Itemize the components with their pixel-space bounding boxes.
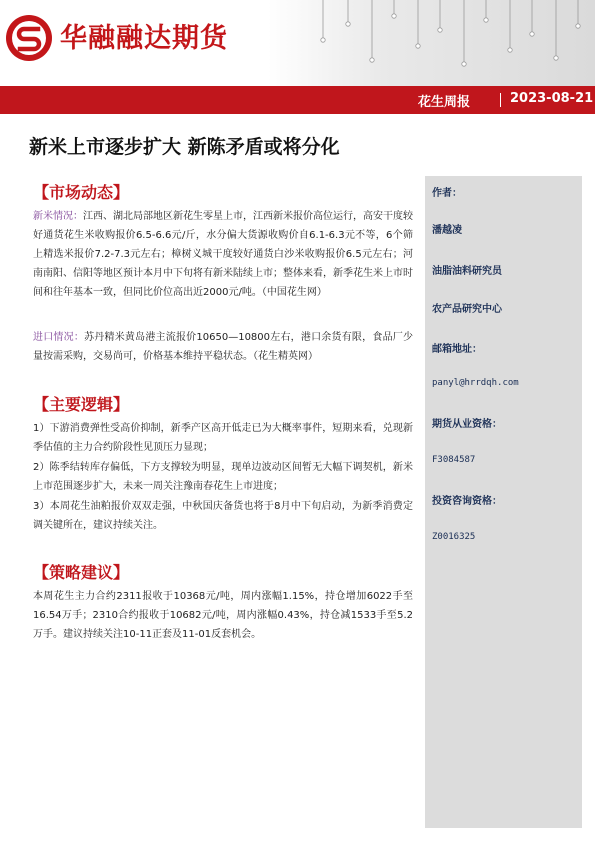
strategy-heading: 【策略建议】 [33, 563, 130, 582]
report-date: 2023-08-21 [510, 91, 594, 106]
report-header [0, 0, 595, 86]
brand-name: 华融融达期货 [60, 23, 228, 54]
author-name: 潘越凌 [432, 225, 462, 236]
import-label: 进口情况： [33, 332, 85, 343]
license-label: 期货从业资格： [432, 419, 502, 430]
market-heading: 【市场动态】 [33, 183, 130, 202]
consult-number: Z0016325 [432, 532, 476, 542]
logic-point-2: 2）陈季结转库存偏低，下方支撑较为明显，现单边波动区间暂无大幅下调契机，新米上市范围逐步扩大，未来一周关注豫南春花生上市进度； [33, 462, 413, 492]
report-type: 花生周报 [418, 95, 471, 110]
author-department: 农产品研究中心 [432, 304, 502, 315]
band-separator [500, 93, 501, 107]
logic-point-3: 3）本周花生油粕报价双双走强，中秋国庆备货也将于8月中下旬启动，为新季消费定调关键所在，建议持续关注。 [33, 501, 413, 531]
logic-heading: 【主要逻辑】 [33, 395, 130, 414]
company-logo-icon [5, 14, 53, 62]
new-rice-paragraph [33, 207, 413, 302]
strategy-paragraph: 本周花生主力合约2311报收于10368元/吨，周内涨幅1.15%，持仓增加6022手至16.54万手；2310合约报收于10682元/吨，周内涨幅0.43%，持仓减1533手至5.2万手。建议持续关注10-11正套及11-01反套机会。 [33, 591, 413, 640]
email-label: 邮箱地址： [432, 344, 482, 355]
header-band [0, 86, 595, 114]
import-paragraph [33, 328, 413, 366]
new-rice-text: 江西、湖北局部地区新花生零星上市，江西新米报价高位运行，高安干度较好通货花生米收购报价6.5-6.6元/斤，水分偏大货源收购价自6.1-6.3元不等，6个筛上精选米报价7.2-7.3元左右；樟树义城干度较好通货白沙米收购报价6.5元左右；河南南阳、信阳等地区预计本月中下旬将有新米陆续上市；整体来看，新季花生米上市时间和往年基本一致，但同比价位高出近2000元/吨。（中国花生网） [33, 211, 413, 298]
logic-point-1: 1）下游消费弹性受高价抑制，新季产区高开低走已为大概率事件，短期来看，兑现新季估值的主力合约阶段性见顶压力显现； [33, 423, 413, 453]
header-decoration [268, 0, 595, 86]
import-text: 苏丹精米黄岛港主流报价10650—10800左右，港口余货有限，食品厂少量按需采购，交易尚可，价格基本维持平稳状态。（花生精英网） [33, 332, 413, 362]
consult-label: 投资咨询资格： [432, 496, 502, 507]
author-label: 作者： [432, 188, 462, 199]
report-title: 新米上市逐步扩大 新陈矛盾或将分化 [29, 136, 340, 158]
email-link[interactable]: panyl@hrrdqh.com [432, 378, 519, 388]
new-rice-label: 新米情况： [33, 211, 83, 222]
license-number: F3084587 [432, 455, 476, 465]
author-role: 油脂油料研究员 [432, 266, 502, 277]
